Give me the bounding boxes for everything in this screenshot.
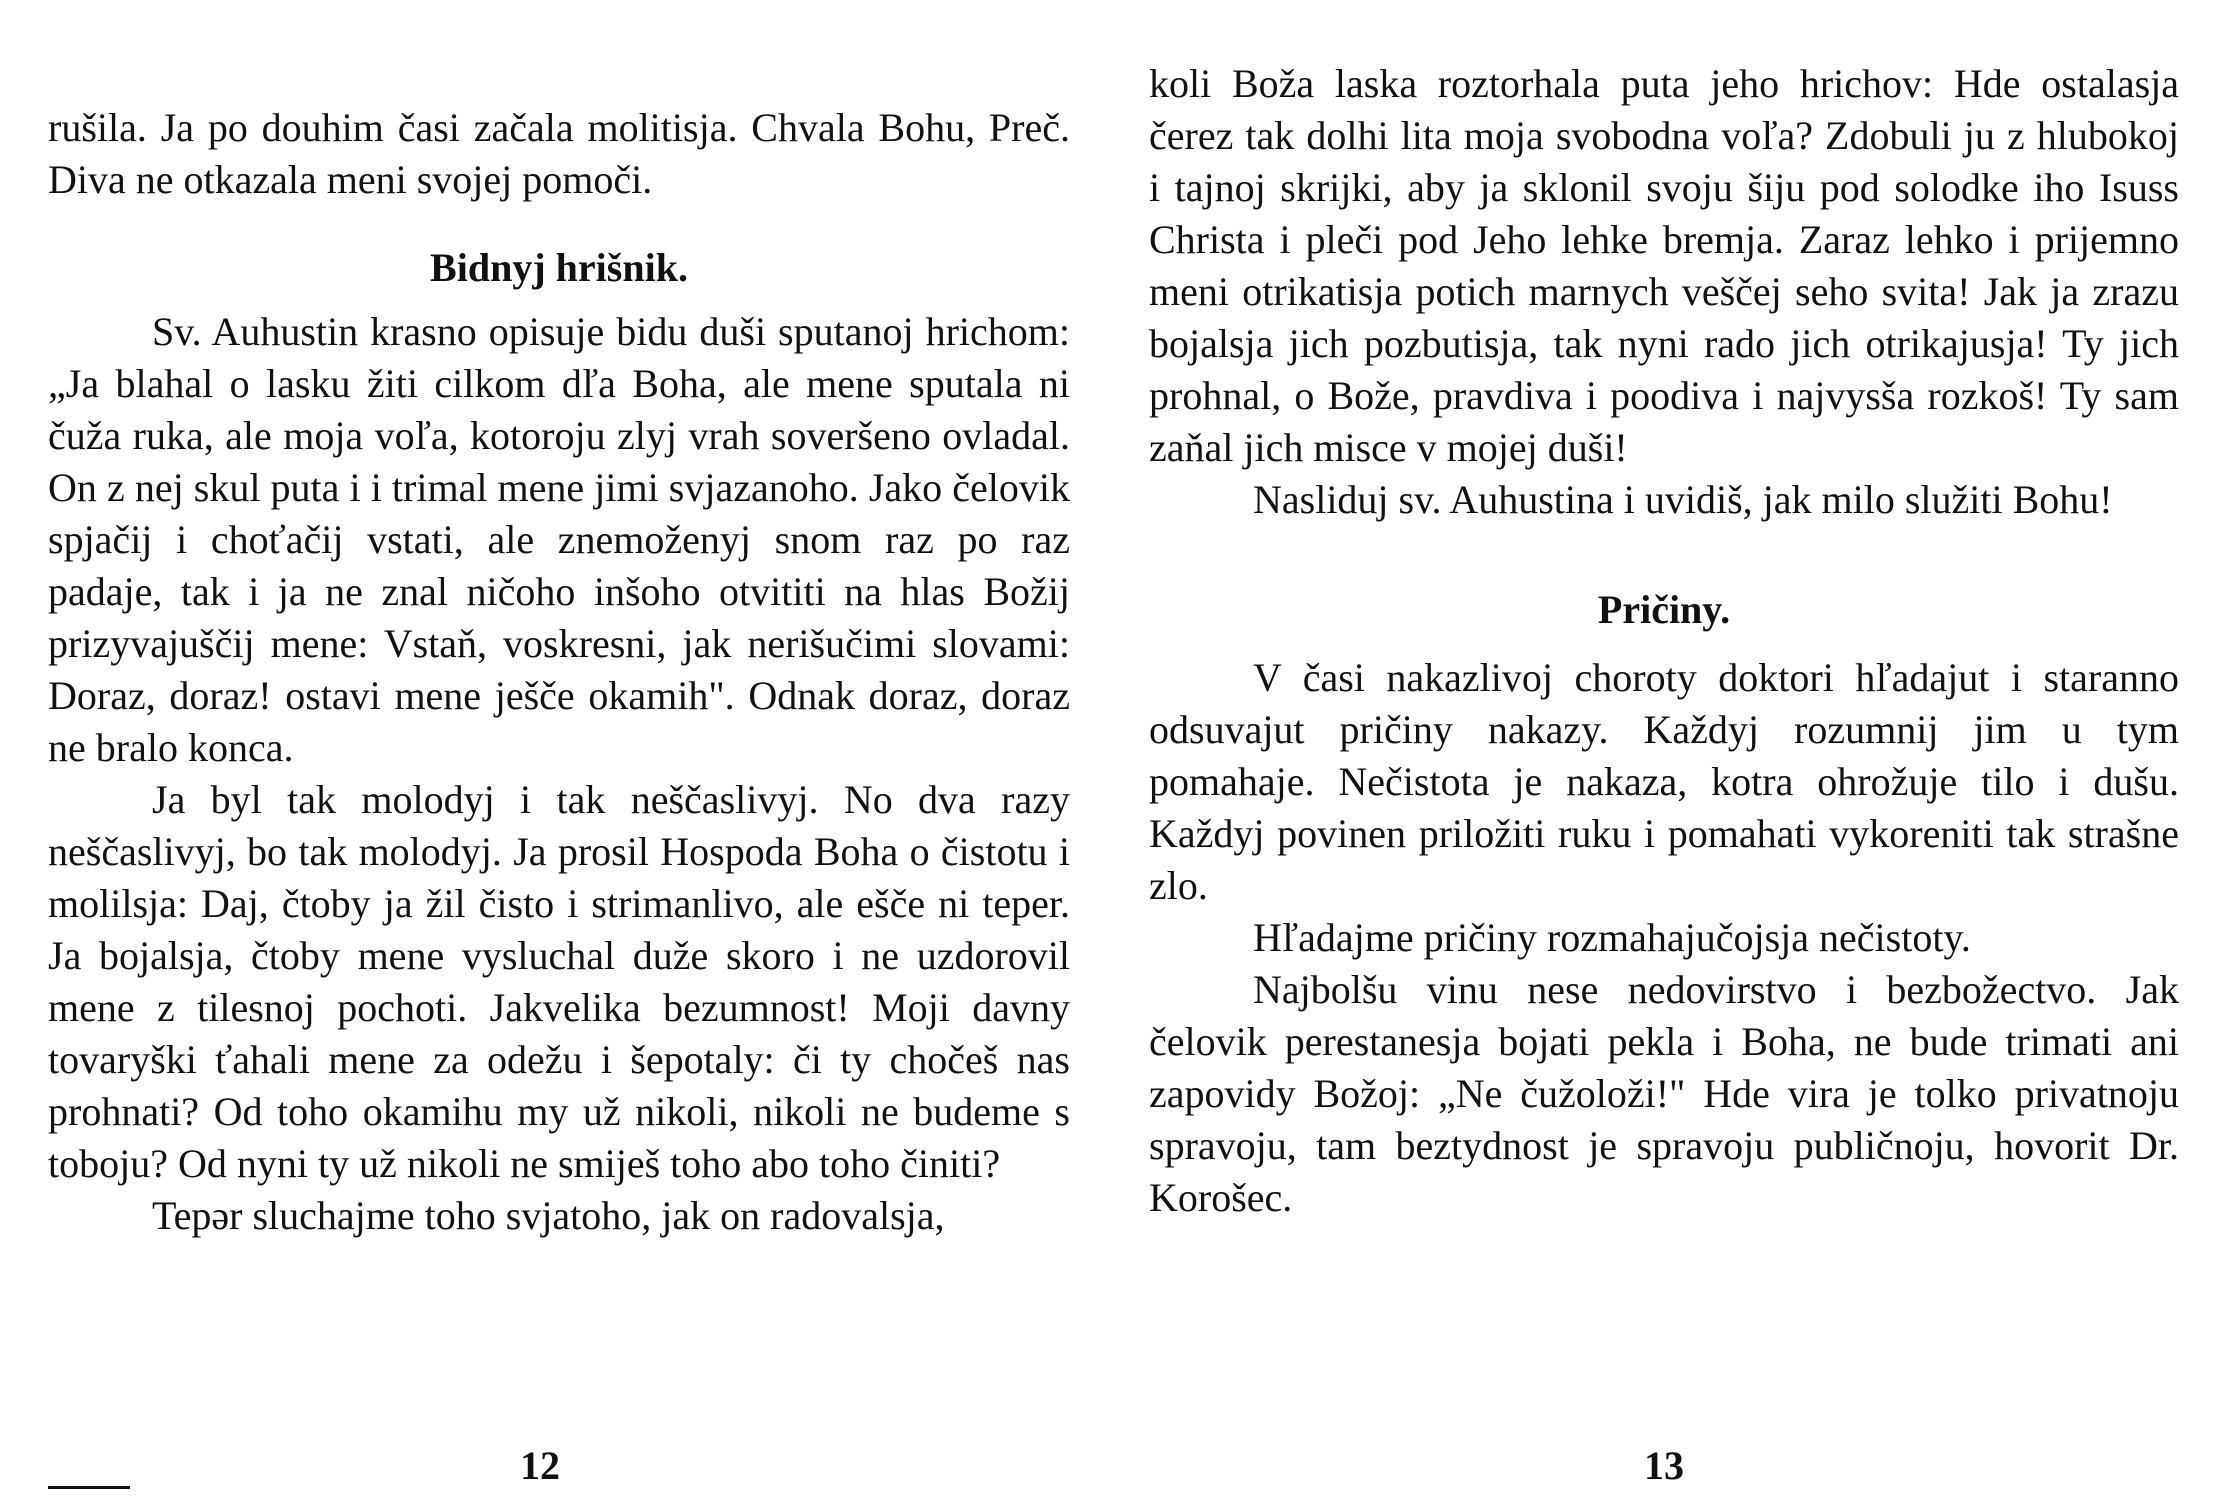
left-paragraph-3: Ja byl tak molodyj i tak neščaslivyj. No dva razy neščaslivyj, bo tak molodyj. Ja prosil Hospoda Boha o čistotu i molilsja: Daj, čtoby ja žil čisto i strimanlivo, ale ešče ni teper. Ja bojalsja, čtoby mene vysluchal duže skoro i ne uzdorovil mene z tilesnoj pochoti. Jakvelika bezumnost! Moji davny tovaryški ťahali mene za odežu i šepotaly: či ty chočeš nas prohnati? Od toho okamihu my už nikoli, nikoli ne budeme s toboju? Od nyni ty už nikoli ne smiješ toho abo toho činiti? [48,777,1070,1186]
right-page [1109,0,2218,1500]
footer-rule [48,1486,130,1489]
right-paragraph-2: Nasliduj sv. Auhustina i uvidiš, jak milo služiti Bohu! [1253,477,2113,522]
right-page-text [1149,58,2179,1224]
left-paragraph-1: rušila. Ja po douhim časi začala molitisja. Chvala Bohu, Preč. Diva ne otkazala meni svojej pomoči. [48,105,1070,202]
left-page-text [48,102,1070,1242]
left-paragraph-4: Tepər sluchajme toho svjatoho, jak on radovalsja, [152,1193,945,1238]
right-paragraph-4: Hľadajme pričiny rozmahajučojsja nečistoty. [1253,915,1971,960]
left-paragraph-2: Sv. Auhustin krasno opisuje bidu duši sputanoj hrichom: „Ja blahal o lasku žiti cilkom dľa Boha, ale mene sputala ni čuža ruka, ale moja voľa, kotoroju zlyj vrah soveršeno ovladal. On z nej skul puta i i trimal mene jimi svjazanoho. Jako čelovik spjačij i choťačij vstati, ale znemoženyj snom raz po raz padaje, tak i ja ne znal ničoho inšoho otvititi na hlas Božij prizyvajuščij mene: Vstaň, voskresni, jak nerišučimi slovami: Doraz, doraz! ostavi mene ješče okamih". Odnak doraz, doraz ne bralo konca. [48,309,1070,770]
right-page-number: 13 [1644,1443,1684,1488]
right-paragraph-1: koli Boža laska roztorhala puta jeho hrichov: Hde ostalasja čerez tak dolhi lita moja svobodna voľa? Zdobuli ju z hlubokoj i tajnoj skrijki, aby ja sklonil svoju šiju pod solodke iho Isuss Christa i pleči pod Jeho lehke bremja. Zaraz lehko i prijemno meni otrikatisja potich marnych veščej seho svita! Jak ja zrazu bojalsja jich pozbutisja, tak nyni rado jich otrikajusja! Ty jich prohnal, o Bože, pravdiva i poodiva i najvysša rozkoš! Ty sam zaňal jich misce v mojej duši! [1149,61,2179,470]
right-heading: Pričiny. [1597,587,1731,632]
left-page-number: 12 [520,1443,560,1488]
right-paragraph-3: V časi nakazlivoj choroty doktori hľadajut i staranno odsuvajut pričiny nakazy. Každyj rozumnij jim u tym pomahaje. Nečistota je nakaza, kotra ohrožuje tilo i dušu. Každyj povinen priložiti ruku i pomahati vykoreniti tak strašne zlo. [1149,655,2179,908]
right-paragraph-5: Najbolšu vinu nese nedovirstvo i bezbožectvo. Jak čelovik perestanesja bojati pekla i Boha, ne bude trimati ani zapovidy Božoj: „Ne čužoloži!" Hde vira je tolko privatnoju spravoju, tam beztydnost je spravoju publičnoju, hovorit Dr. Korošec. [1149,967,2179,1220]
left-heading: Bidnyj hrišnik. [430,245,688,290]
